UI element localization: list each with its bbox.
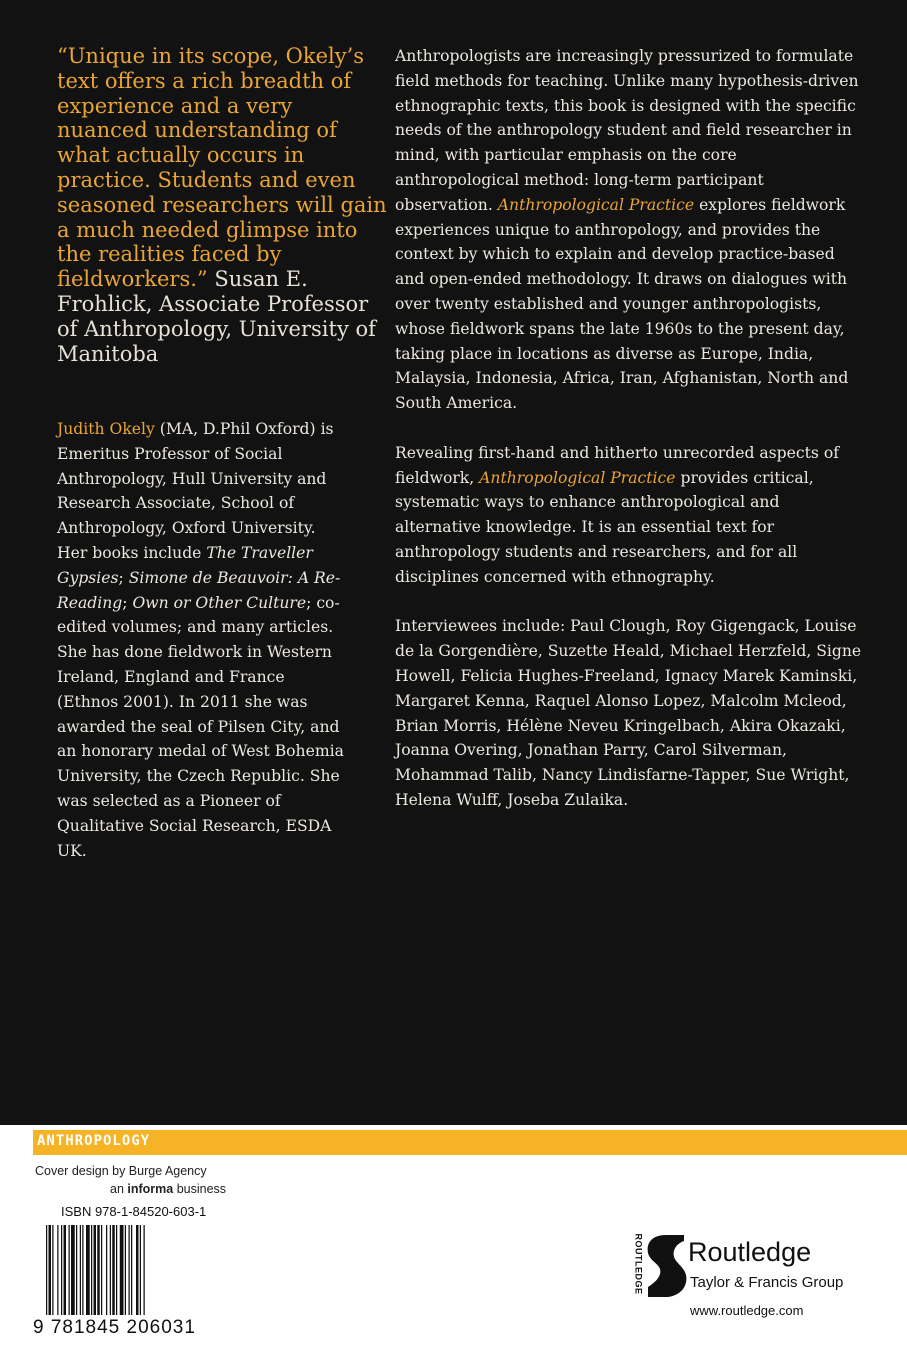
bio-sep-2: ; [122,593,133,612]
barcode-bar [106,1225,107,1315]
barcode-bar [86,1225,90,1315]
desc-p2-start: Revealing first-hand and hitherto unrecorded aspects of fieldwork, [395,443,840,487]
author-bio [57,417,347,863]
barcode-bar [80,1225,81,1315]
book-description [395,44,865,838]
quote-text: “Unique in its scope, Okely’s text offers a rich breadth of experience and a very nuanced understanding of what actually occurs in practice. Students and even seasoned researchers will gain a much needed glimpse into the realities faced by fieldworkers.” [57,44,387,292]
routledge-vertical-text: ROUTLEDGE [633,1233,644,1295]
bio-text-2: ; co-edited volumes; and many articles. She has done fieldwork in Western Ireland, England and France (Ethnos 2001). In 2011 she was awarded the seal of Pilsen City, and an honorary medal of West Bohemia University, the Czech Republic. She was selected as a Pioneer of Qualitative Social Research, ESDA UK. [57,593,344,860]
barcode-bar [120,1225,124,1315]
barcode-bar [112,1225,115,1315]
book-title-inline-2: Anthropological Practice [479,468,676,487]
barcode-bar [140,1225,141,1315]
interviewees-paragraph: Interviewees include: Paul Clough, Roy Gigengack, Louise de la Gorgendière, Suzette Heald, Michael Herzfeld, Signe Howell, Felicia Hughes-Freeland, Ignacy Marek Kaminski, Margaret Kenna, Raquel Alonso Lopez, Malcolm Mcleod, Brian Morris, Hélène Neveu Kringelbach, Akira Okazaki, Joanna Overing, Jonathan Parry, Carol Silverman, Mohammad Talib, Nancy Lindisfarne-Tapper, Sue Wright, Helena Wulff, Joseba Zulaika. [395,617,862,809]
barcode-bar [116,1225,117,1315]
publisher-group: Taylor & Francis Group [690,1274,844,1291]
barcode-bar [131,1225,132,1315]
informa-tagline [110,1182,226,1196]
publisher-name: Routledge [688,1237,812,1267]
barcode-bar [91,1225,92,1315]
barcode-bar [136,1225,139,1315]
book-title-2: Simone de Beauvoir: A Re-Reading [57,568,341,612]
barcode-bar [64,1225,67,1315]
category-bar [33,1130,907,1155]
barcode-bar [46,1225,47,1315]
author-name: Judith Okely [57,420,155,438]
barcode-bar [129,1225,130,1315]
informa-prefix: an [110,1182,128,1196]
cover-credit: Cover design by Burge Agency [35,1164,207,1178]
bio-sep-1: ; [118,568,129,587]
barcode-bar [49,1225,52,1315]
footer-panel [0,1125,907,1360]
barcode-bar [69,1225,70,1315]
book-title-inline-1: Anthropological Practice [497,195,695,214]
barcode [46,1225,220,1315]
barcode-bar [61,1225,62,1315]
description-paragraph-2 [395,441,865,590]
barcode-bar [94,1225,97,1315]
isbn-label: ISBN 978-1-84520-603-1 [61,1204,207,1219]
barcode-bar [71,1225,75,1315]
barcode-digits: 9 781845 206031 [33,1317,196,1338]
barcode-bar [52,1225,53,1315]
desc-p2-end: provides critical, systematic ways to enhance anthropological and alternative knowledge. It is an essential text for anthropology students and researchers, and for all disciplines concerned with ethnography. [395,468,814,586]
bio-text-1: (MA, D.Phil Oxford) is Emeritus Professor of Social Anthropology, Hull University and Research Associate, School of Anthropology, Oxford University. Her books include [57,420,334,562]
quote-attribution: Susan E. Frohlick, Associate Professor of Anthropology, University of Manitoba [57,267,376,366]
desc-p1-start: Anthropologists are increasingly pressurized to formulate field methods for teaching. Unlike many hypothesis-driven ethnographic texts, this book is designed with the specific needs of the anthropology student and field researcher in mind, with particular emphasis on the core anthropological method: long-term participant observation. [395,47,859,214]
publisher-url[interactable]: www.routledge.com [690,1303,804,1318]
barcode-bar [144,1225,145,1315]
barcode-bar [76,1225,77,1315]
book-title-1: The Traveller Gypsies [57,543,313,587]
informa-suffix: business [173,1182,227,1196]
description-paragraph-1 [395,44,865,416]
informa-brand: informa [127,1182,174,1196]
book-title-3: Own or Other Culture [132,593,307,612]
endorsement-quote [57,44,387,366]
barcode-bar [110,1225,111,1315]
barcode-bar [97,1225,100,1315]
barcode-bar [82,1225,83,1315]
category-label: ANTHROPOLOGY [37,1133,151,1149]
barcode-bar [57,1225,58,1315]
desc-p1-end: explores fieldwork experiences unique to anthropology, and provides the context by which to explain and develop practice-based and open-ended methodology. It draws on dialogues with over twenty established and younger anthropologists, whose fieldwork spans the late 1960s to the present day, taking place in locations as diverse as Europe, India, Malaysia, Indonesia, Africa, Iran, Afghanistan, North and South America. [395,195,849,413]
barcode-bar [101,1225,102,1315]
barcode-bar [125,1225,126,1315]
